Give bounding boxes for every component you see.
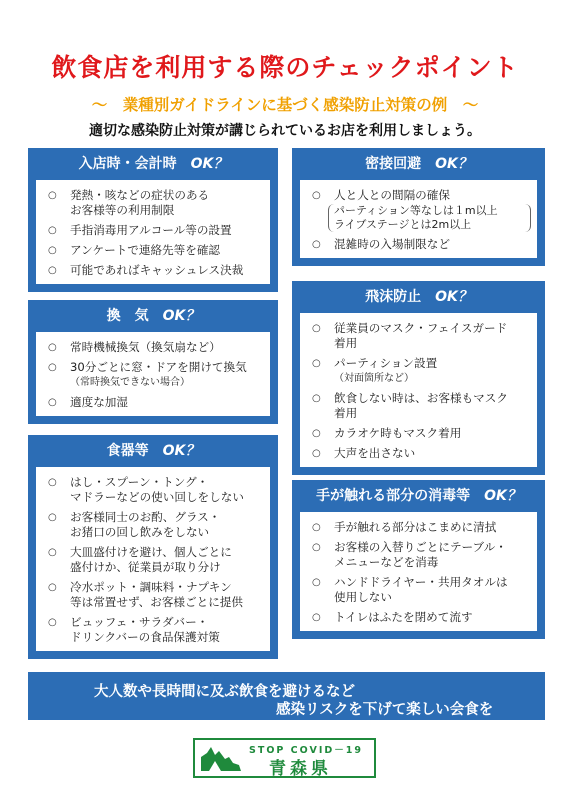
item-text: 盛付けか、従業員が取り分け [70,560,221,574]
card-tableware-heading [36,435,270,467]
item-text: ビュッフェ・サラダバー・ [70,615,209,629]
item-text: 飲食しない時は、お客様もマスク [334,391,508,405]
item-text: マドラーなどの使い回しをしない [70,490,244,504]
item-text: 発熱・咳などの症状のある [70,188,210,202]
card-entry-body [36,180,270,284]
card-disinfection-body [300,512,537,631]
item-text: 常時機械換気（換気扇など） [70,340,221,354]
aomori-prefecture-emblem-icon [199,743,243,773]
list-item [48,475,264,505]
circle-bullet-icon: ○ [48,245,57,256]
circle-bullet-icon: ○ [312,190,321,201]
circle-bullet-icon: ○ [48,342,57,353]
item-text: 従業員のマスク・フェイスガード [334,321,508,335]
item-note: パーティション等なしは１m以上 [334,204,498,217]
list-item [48,340,264,355]
card-droplet-body [300,313,537,467]
item-text: メニューなどを消毒 [334,555,439,569]
ok-label: OK？ [484,488,521,504]
item-text: 冷水ポット・調味料・ナプキン [70,580,232,594]
item-text: 人と人との間隔の確保 [334,188,450,202]
stop-covid-text: STOP COVID－19 [249,745,363,756]
card-heading-text: 入店時・会計時 [78,156,177,172]
list-item [48,395,264,410]
item-text: 大皿盛付けを避け、個人ごとに [70,545,232,559]
list-item [48,615,264,645]
item-text: アンケートで連絡先等を確認 [70,243,221,257]
circle-bullet-icon: ○ [48,512,57,523]
item-text: お客様の入替りごとにテーブル・ [334,540,507,554]
list-item [48,510,264,540]
circle-bullet-icon: ○ [48,362,57,373]
card-entry [28,148,278,292]
circle-bullet-icon: ○ [312,239,321,250]
item-text: カラオケ時もマスク着用 [334,426,462,440]
list-item [312,540,531,570]
item-text: パーティション設置 [334,356,438,370]
ok-label: OK？ [190,156,228,172]
item-text: はし・スプーン・トング・ [70,475,209,489]
list-item [48,545,264,575]
card-heading-text: 換 気 [106,308,149,324]
card-ventilation-heading [36,300,270,332]
list-item [312,188,531,232]
card-close-contact-body [300,180,537,258]
ok-label: OK？ [162,308,200,324]
list-item [48,188,264,218]
stop-covid-logo [193,738,376,778]
list-item [312,520,531,535]
item-note: ライブステージとは2m以上 [334,218,472,231]
card-close-contact [292,148,545,266]
circle-bullet-icon: ○ [48,477,57,488]
item-text: ドリンクバーの食品保護対策 [70,630,220,644]
card-close-contact-heading [300,148,537,180]
list-item [312,446,531,461]
bottom-banner [28,672,545,720]
page-subtitle: ～ 業種別ガイドラインに基づく感染防止対策の例 ～ [91,96,479,114]
list-item [48,223,264,238]
item-text: 可能であればキャッシュレス決裁 [70,263,244,277]
list-item [48,360,264,390]
item-text: 適度な加湿 [70,395,128,409]
item-text: ハンドドライヤー・共用タオルは [334,575,508,589]
banner-line-1: 大人数や長時間に及ぶ飲食を避けるなど [94,684,355,700]
circle-bullet-icon: ○ [312,358,321,369]
card-disinfection-heading [300,480,537,512]
circle-bullet-icon: ○ [312,542,321,553]
ok-label: OK？ [435,289,472,305]
prefecture-name: 青森県 [269,759,332,779]
circle-bullet-icon: ○ [312,428,321,439]
circle-bullet-icon: ○ [312,448,321,459]
item-text: 着用 [334,336,358,350]
item-text: 使用しない [334,590,392,604]
list-item [48,580,264,610]
item-text: 手指消毒用アルコール等の設置 [70,223,232,237]
circle-bullet-icon: ○ [312,577,321,588]
lead-text: 適切な感染防止対策が講じられているお店を利用しましょう。 [89,123,481,139]
card-ventilation-body [36,332,270,416]
card-heading-text: 飛沫防止 [365,289,422,305]
circle-bullet-icon: ○ [312,323,321,334]
card-tableware-body [36,467,270,651]
item-text: お客様等の利用制限 [70,203,175,217]
card-heading-text: 手が触れる部分の消毒等 [316,488,471,504]
circle-bullet-icon: ○ [48,617,57,628]
banner-line-2: 感染リスクを下げて楽しい会食を [276,702,494,718]
list-item [312,321,531,351]
item-text: トイレはふたを閉めて流す [334,610,473,624]
card-entry-heading [36,148,270,180]
card-droplet [292,281,545,475]
circle-bullet-icon: ○ [48,547,57,558]
ok-label: OK？ [435,156,472,172]
item-text: 混雑時の入場制限など [334,237,450,251]
item-text: 着用 [334,406,358,420]
item-text: お客様同士のお酌、グラス・ [70,510,221,524]
list-item [312,237,531,252]
list-item [312,426,531,441]
list-item [312,391,531,421]
list-item [312,356,531,386]
list-item [48,243,264,258]
circle-bullet-icon: ○ [48,225,57,236]
item-text: 30分ごとに窓・ドアを開けて換気 [70,360,247,374]
card-heading-text: 食器等 [106,443,149,459]
circle-bullet-icon: ○ [312,393,321,404]
item-text: 大声を出さない [334,446,416,460]
card-heading-text: 密接回避 [365,156,422,172]
card-tableware [28,435,278,659]
circle-bullet-icon: ○ [48,397,57,408]
circle-bullet-icon: ○ [48,190,57,201]
item-text: 等は常置せず、お客様ごとに提供 [70,595,243,609]
circle-bullet-icon: ○ [48,582,57,593]
item-note: （常時換気できない場合） [70,377,190,388]
item-text: お猪口の回し飲みをしない [70,525,210,539]
list-item [312,610,531,625]
list-item [48,263,264,278]
card-droplet-heading [300,281,537,313]
circle-bullet-icon: ○ [312,522,321,533]
circle-bullet-icon: ○ [48,265,57,276]
card-disinfection [292,480,545,639]
list-item [312,575,531,605]
bracketed-note [328,204,531,232]
ok-label: OK？ [162,443,200,459]
item-note: （対面箇所など） [334,373,414,384]
card-ventilation [28,300,278,424]
circle-bullet-icon: ○ [312,612,321,623]
item-text: 手が触れる部分はこまめに清拭 [334,520,497,534]
page-title: 飲食店を利用する際のチェックポイント [51,53,519,82]
